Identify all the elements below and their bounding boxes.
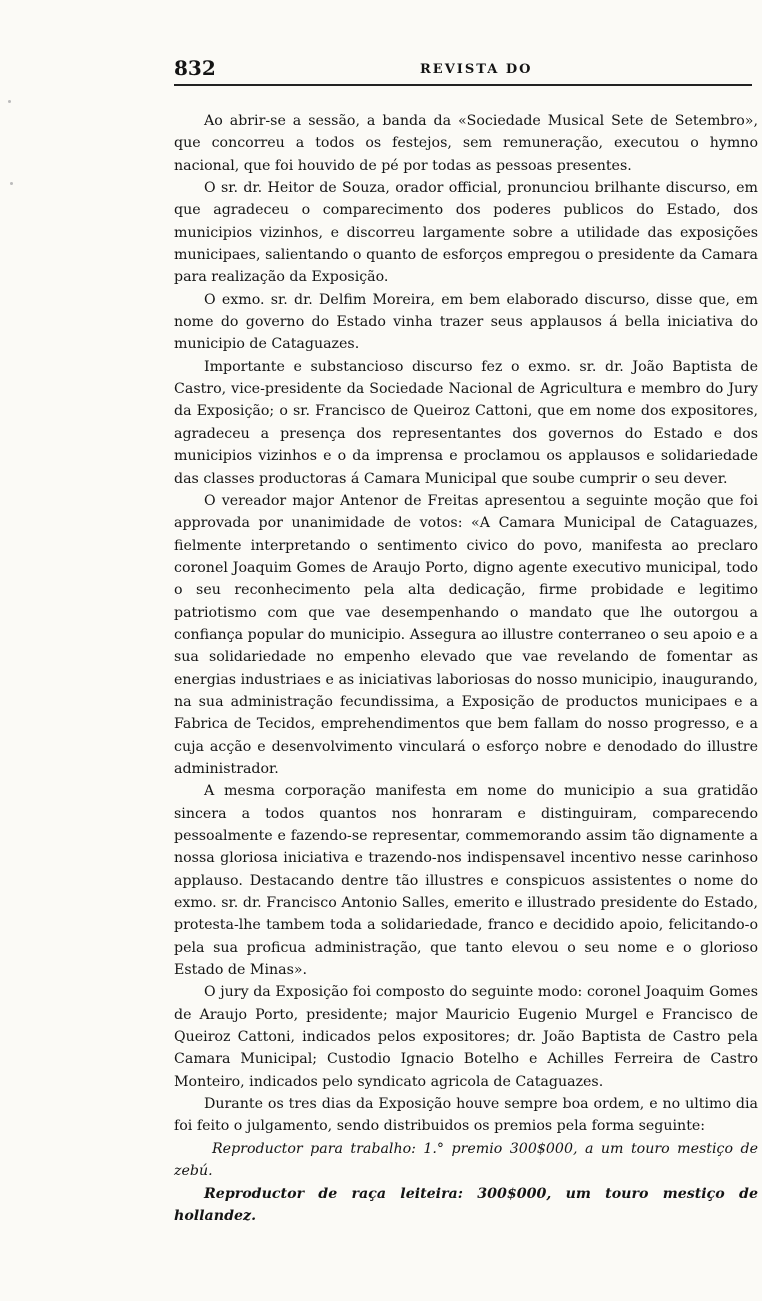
article-body <box>174 110 758 1227</box>
paragraph-jury: O jury da Exposição foi composto do seguinte modo: coronel Joaquim Gomes de Araujo Porto, presidente; major Mauricio Eugenio Murgel e Francisco de Queiroz Cattoni, indicados pelos expositores; dr. João Baptista de Castro pela Camara Municipal; Custodio Ignacio Botelho e Achilles Ferreira de Castro Monteiro, indicados pelo syndicato agricola de Cataguazes. <box>174 984 758 1090</box>
paragraph-gratitude: A mesma corporação manifesta em nome do municipio a sua gratidão sincera a todos quantos nos honraram e distinguiram, comparecendo pessoalmente e fazendo-se representar, commemorando assim tão dignamente a nossa gloriosa iniciativa e trazendo-nos indispensavel incentivo nesse carinhoso applauso. Destacando dentre tão illustres e conspicuos assistentes o nome do exmo. sr. dr. Francisco Antonio Salles, emerito e illustrado presidente do Estado, protesta-lhe tambem toda a solidariedade, franco e decidido apoio, felicitando-o pela sua proficua administração, que tanto elevou o seu nome e o glorioso Estado de Minas». <box>174 783 758 979</box>
header-rule <box>174 84 752 86</box>
paragraph-delfim-moreira: O exmo. sr. dr. Delfim Moreira, em bem elaborado discurso, disse que, em nome do governo do Estado vinha trazer seus applausos á bella iniciativa do municipio de Cataguazes. <box>174 291 758 353</box>
running-head: REVISTA DO <box>420 62 533 77</box>
paragraph-opening-session: Ao abrir-se a sessão, a banda da «Sociedade Musical Sete de Setembro», que concorreu a todos os festejos, sem remuneração, executou o hymno nacional, que foi houvido de pé por todas as pessoas presentes. <box>174 113 758 174</box>
prize-entry: Reproductor para trabalho: 1.° premio 300$000, a um touro mestiço de zebú. <box>174 1140 758 1180</box>
paragraph-heitor-souza: O sr. dr. Heitor de Souza, orador official, pronunciou brilhante discurso, em que agradeceu o comparecimento dos poderes publicos do Estado, dos municipios vizinhos, e discorreu largamente sobre a utilidade das exposições municipaes, salientando o quanto de esforços empregou o presidente da Camara para realização da Exposição. <box>174 180 758 286</box>
margin-speck <box>10 182 13 185</box>
page-number: 832 <box>174 56 216 80</box>
paragraph-judging: Durante os tres dias da Exposição houve sempre boa ordem, e no ultimo dia foi feito o julgamento, sendo distribuidos os premios pela forma seguinte: <box>174 1096 758 1135</box>
margin-speck <box>8 100 11 103</box>
page-header <box>174 56 754 86</box>
prize-entry: Reproductor de raça leiteira: 300$000, um touro mestiço de hollandez. <box>174 1185 758 1224</box>
paragraph-speeches: Importante e substancioso discurso fez o exmo. sr. dr. João Baptista de Castro, vice-presidente da Sociedade Nacional de Agricultura e membro do Jury da Exposição; o sr. Francisco de Queiroz Cattoni, que em nome dos expositores, agradeceu a presença dos representantes dos governos do Estado e dos municipios vizinhos e o da imprensa e proclamou os applausos e solidariedade das classes productoras á Camara Municipal que soube cumprir o seu dever. <box>174 358 758 487</box>
paragraph-motion: O vereador major Antenor de Freitas apresentou a seguinte moção que foi approvada por unanimidade de votos: «A Camara Municipal de Cataguazes, fielmente interpretando o sentimento civico do povo, manifesta ao preclaro coronel Joaquim Gomes de Araujo Porto, digno agente executivo municipal, todo o seu reconhecimento pela alta dedicação, firme probidade e legitimo patriotismo com que vae desempenhando o mandato que lhe outorgou a confiança popular do municipio. Assegura ao illustre conterraneo o seu apoio e a sua solidariedade no empenho elevado que vae revelando de fomentar as energias industriaes e as iniciativas laboriosas do nosso municipio, inaugurando, na sua administração fecundissima, a Exposição de productos municipaes e a Fabrica de Tecidos, emprehendimentos que bem fallam do nosso progresso, e a cuja acção e desenvolvimento vinculará o esforço nobre e denodado do illustre administrador. <box>174 492 758 777</box>
